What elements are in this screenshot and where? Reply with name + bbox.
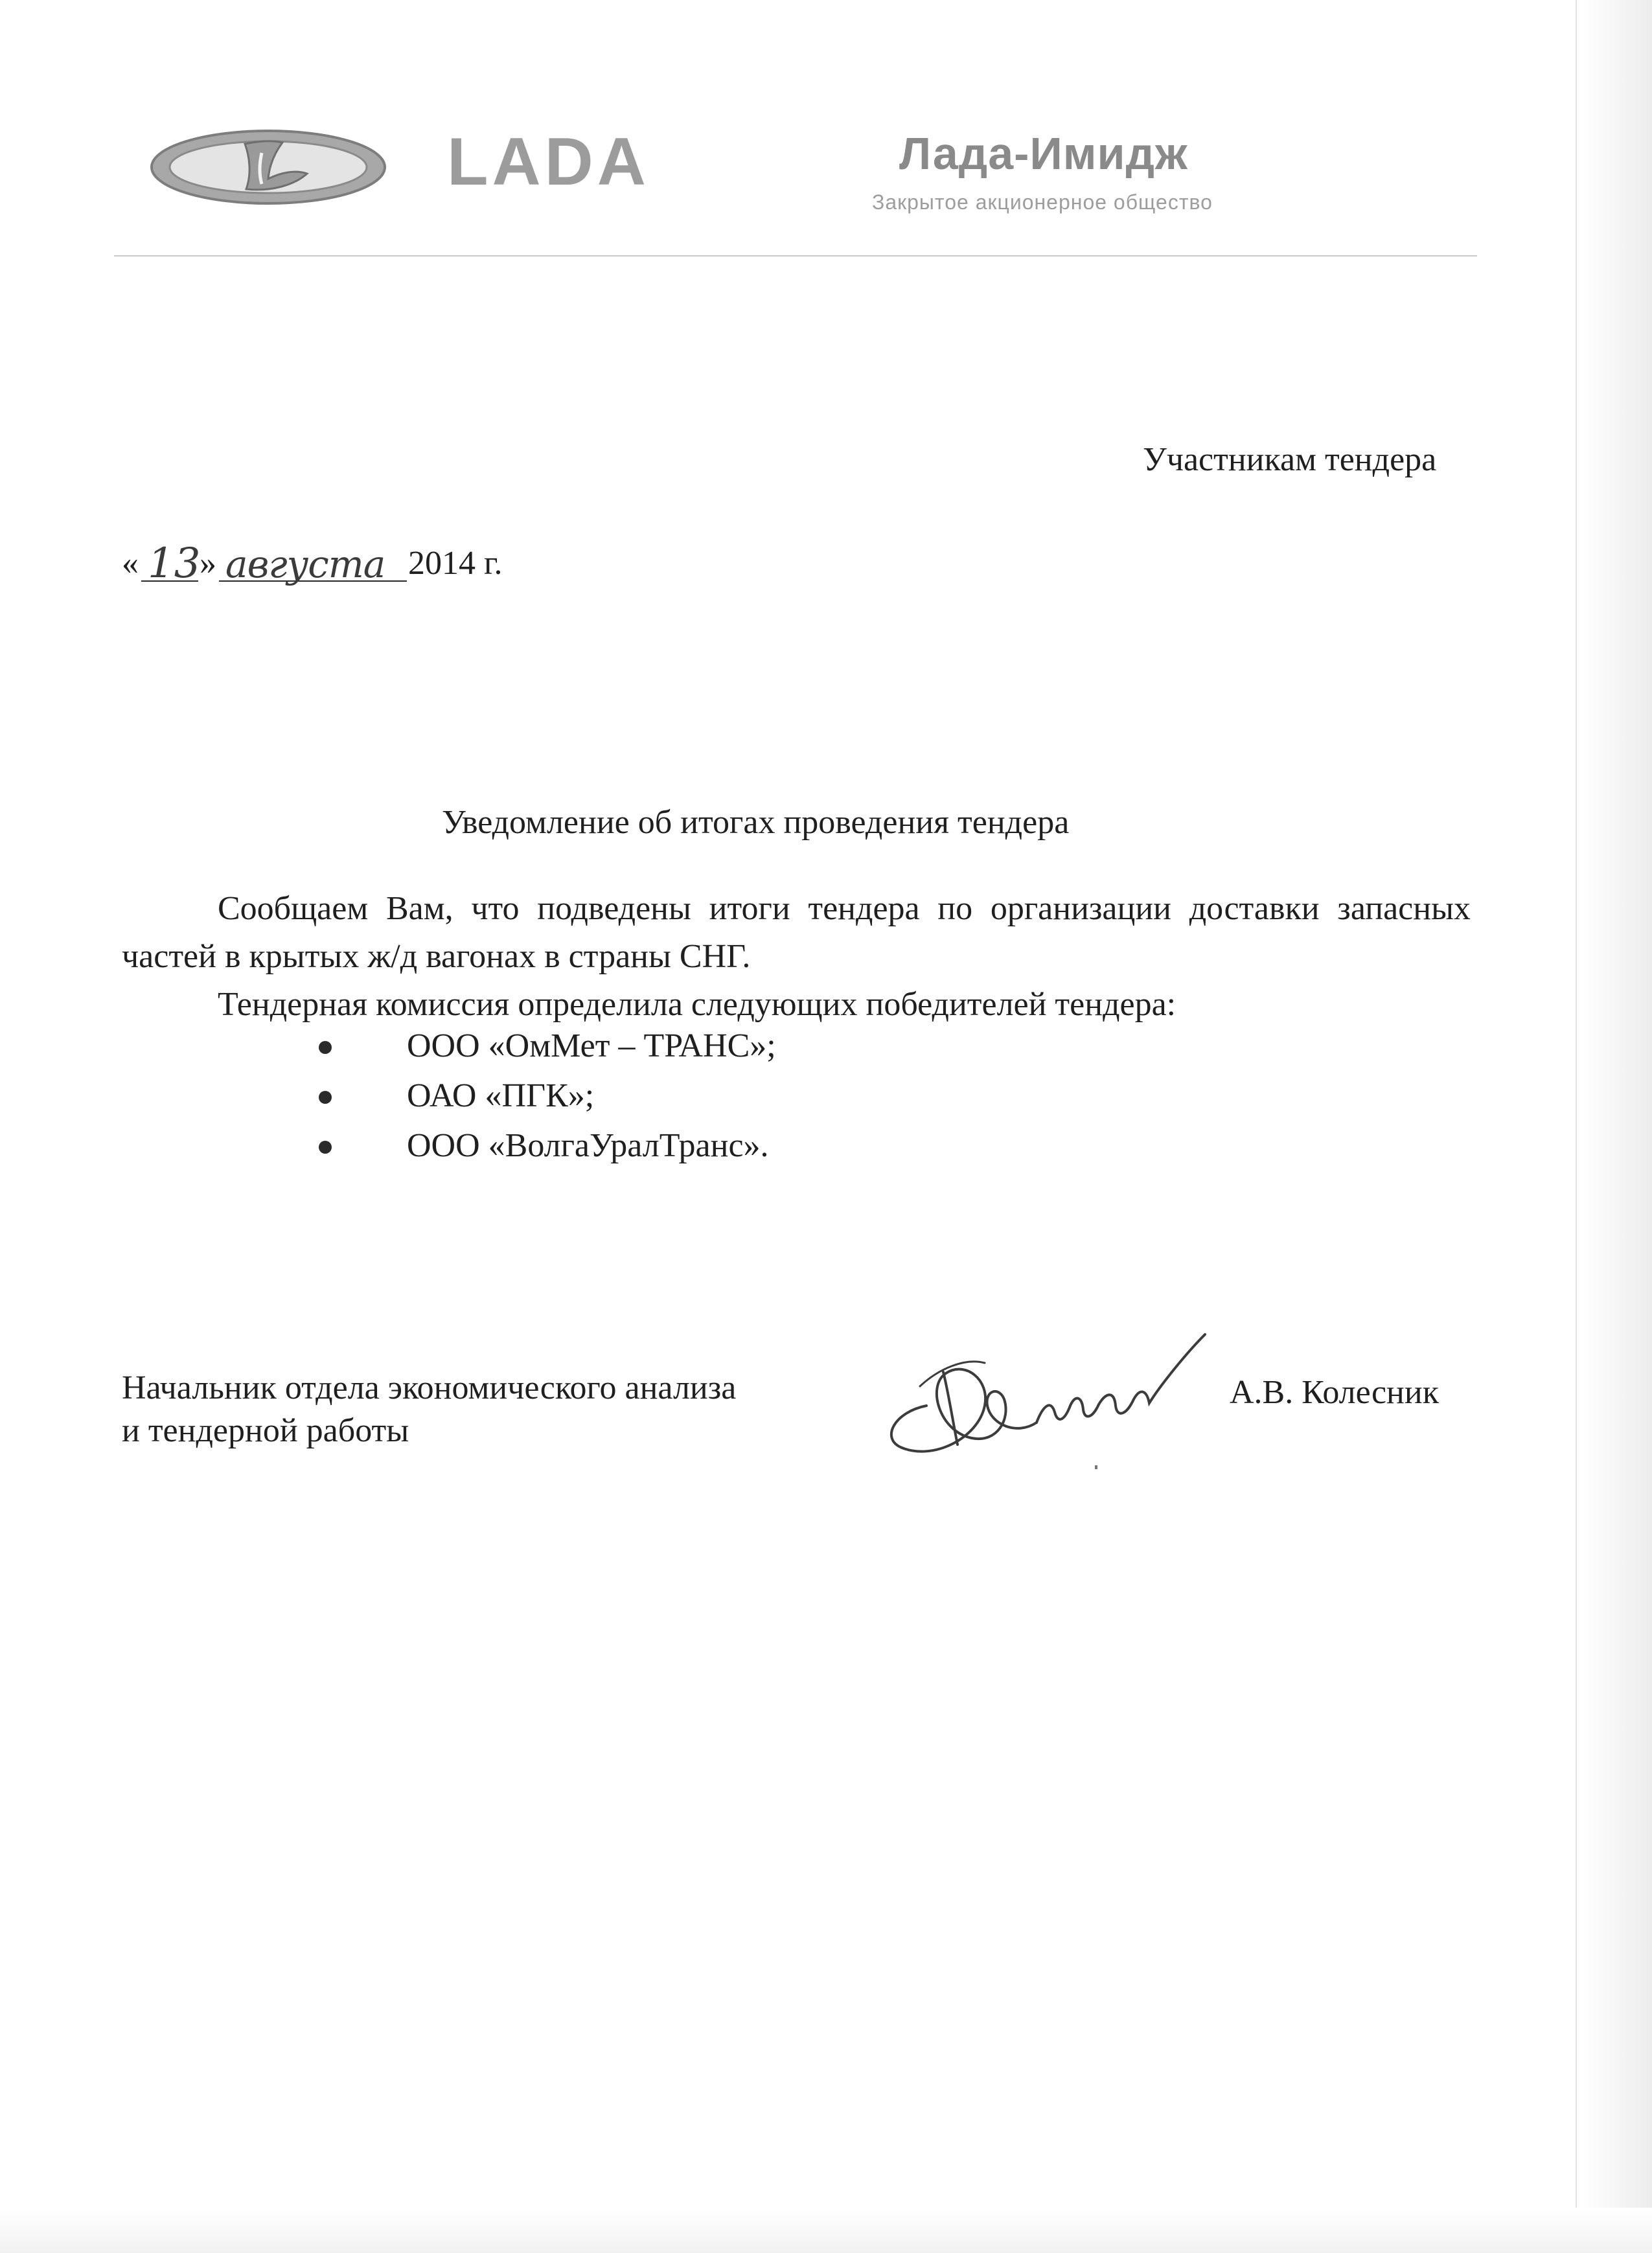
page-edge-line — [1576, 0, 1577, 2253]
winner-name: ОАО «ПГК»; — [407, 1077, 595, 1114]
company-type: Закрытое акционерное общество — [872, 190, 1213, 214]
date-day-handwritten: 13 — [148, 540, 201, 588]
list-item — [311, 1021, 776, 1071]
handwritten-signature-icon — [881, 1309, 1218, 1467]
winners-list — [311, 1021, 776, 1171]
date-close-quote: » — [200, 545, 216, 582]
body-paragraph-2: Тендерная комиссия определила следующих победителей тендера: — [218, 986, 1176, 1023]
document-title: Уведомление об итогах проведения тендера — [442, 804, 1070, 841]
scan-edge-shadow — [1581, 0, 1652, 2253]
scan-speck — [1095, 1465, 1097, 1469]
bullet-icon — [319, 1091, 332, 1104]
signatory-position — [122, 1367, 736, 1452]
list-item — [311, 1121, 776, 1171]
signatory-position-line-1: Начальник отдела экономического анализа — [122, 1369, 737, 1406]
date-month-handwritten: августа — [225, 542, 385, 586]
list-item — [311, 1071, 776, 1121]
winner-name: ООО «ВолгаУралТранс». — [407, 1127, 769, 1164]
date-open-quote: « — [122, 545, 139, 582]
lada-sail-emblem-icon — [148, 127, 389, 211]
addressee: Участникам тендера — [1143, 441, 1437, 478]
brand-wordmark: LADA — [447, 124, 650, 200]
signatory-position-line-2: и тендерной работы — [122, 1412, 409, 1449]
date-year: 2014 г. — [408, 545, 503, 582]
bullet-icon — [319, 1041, 332, 1054]
signatory-name: А.В. Колесник — [1230, 1374, 1439, 1411]
scan-bottom-shadow — [0, 2208, 1652, 2253]
winner-name: ООО «ОмМет – ТРАНС»; — [407, 1027, 776, 1064]
bullet-icon — [319, 1141, 332, 1154]
body-paragraph-1: Сообщаем Вам, что подведены итоги тендера по организации доставки запасных частей в крытых ж/д вагонах в страны СНГ. — [122, 890, 1471, 975]
header-divider — [114, 255, 1477, 257]
company-name: Лада-Имидж — [899, 128, 1188, 179]
